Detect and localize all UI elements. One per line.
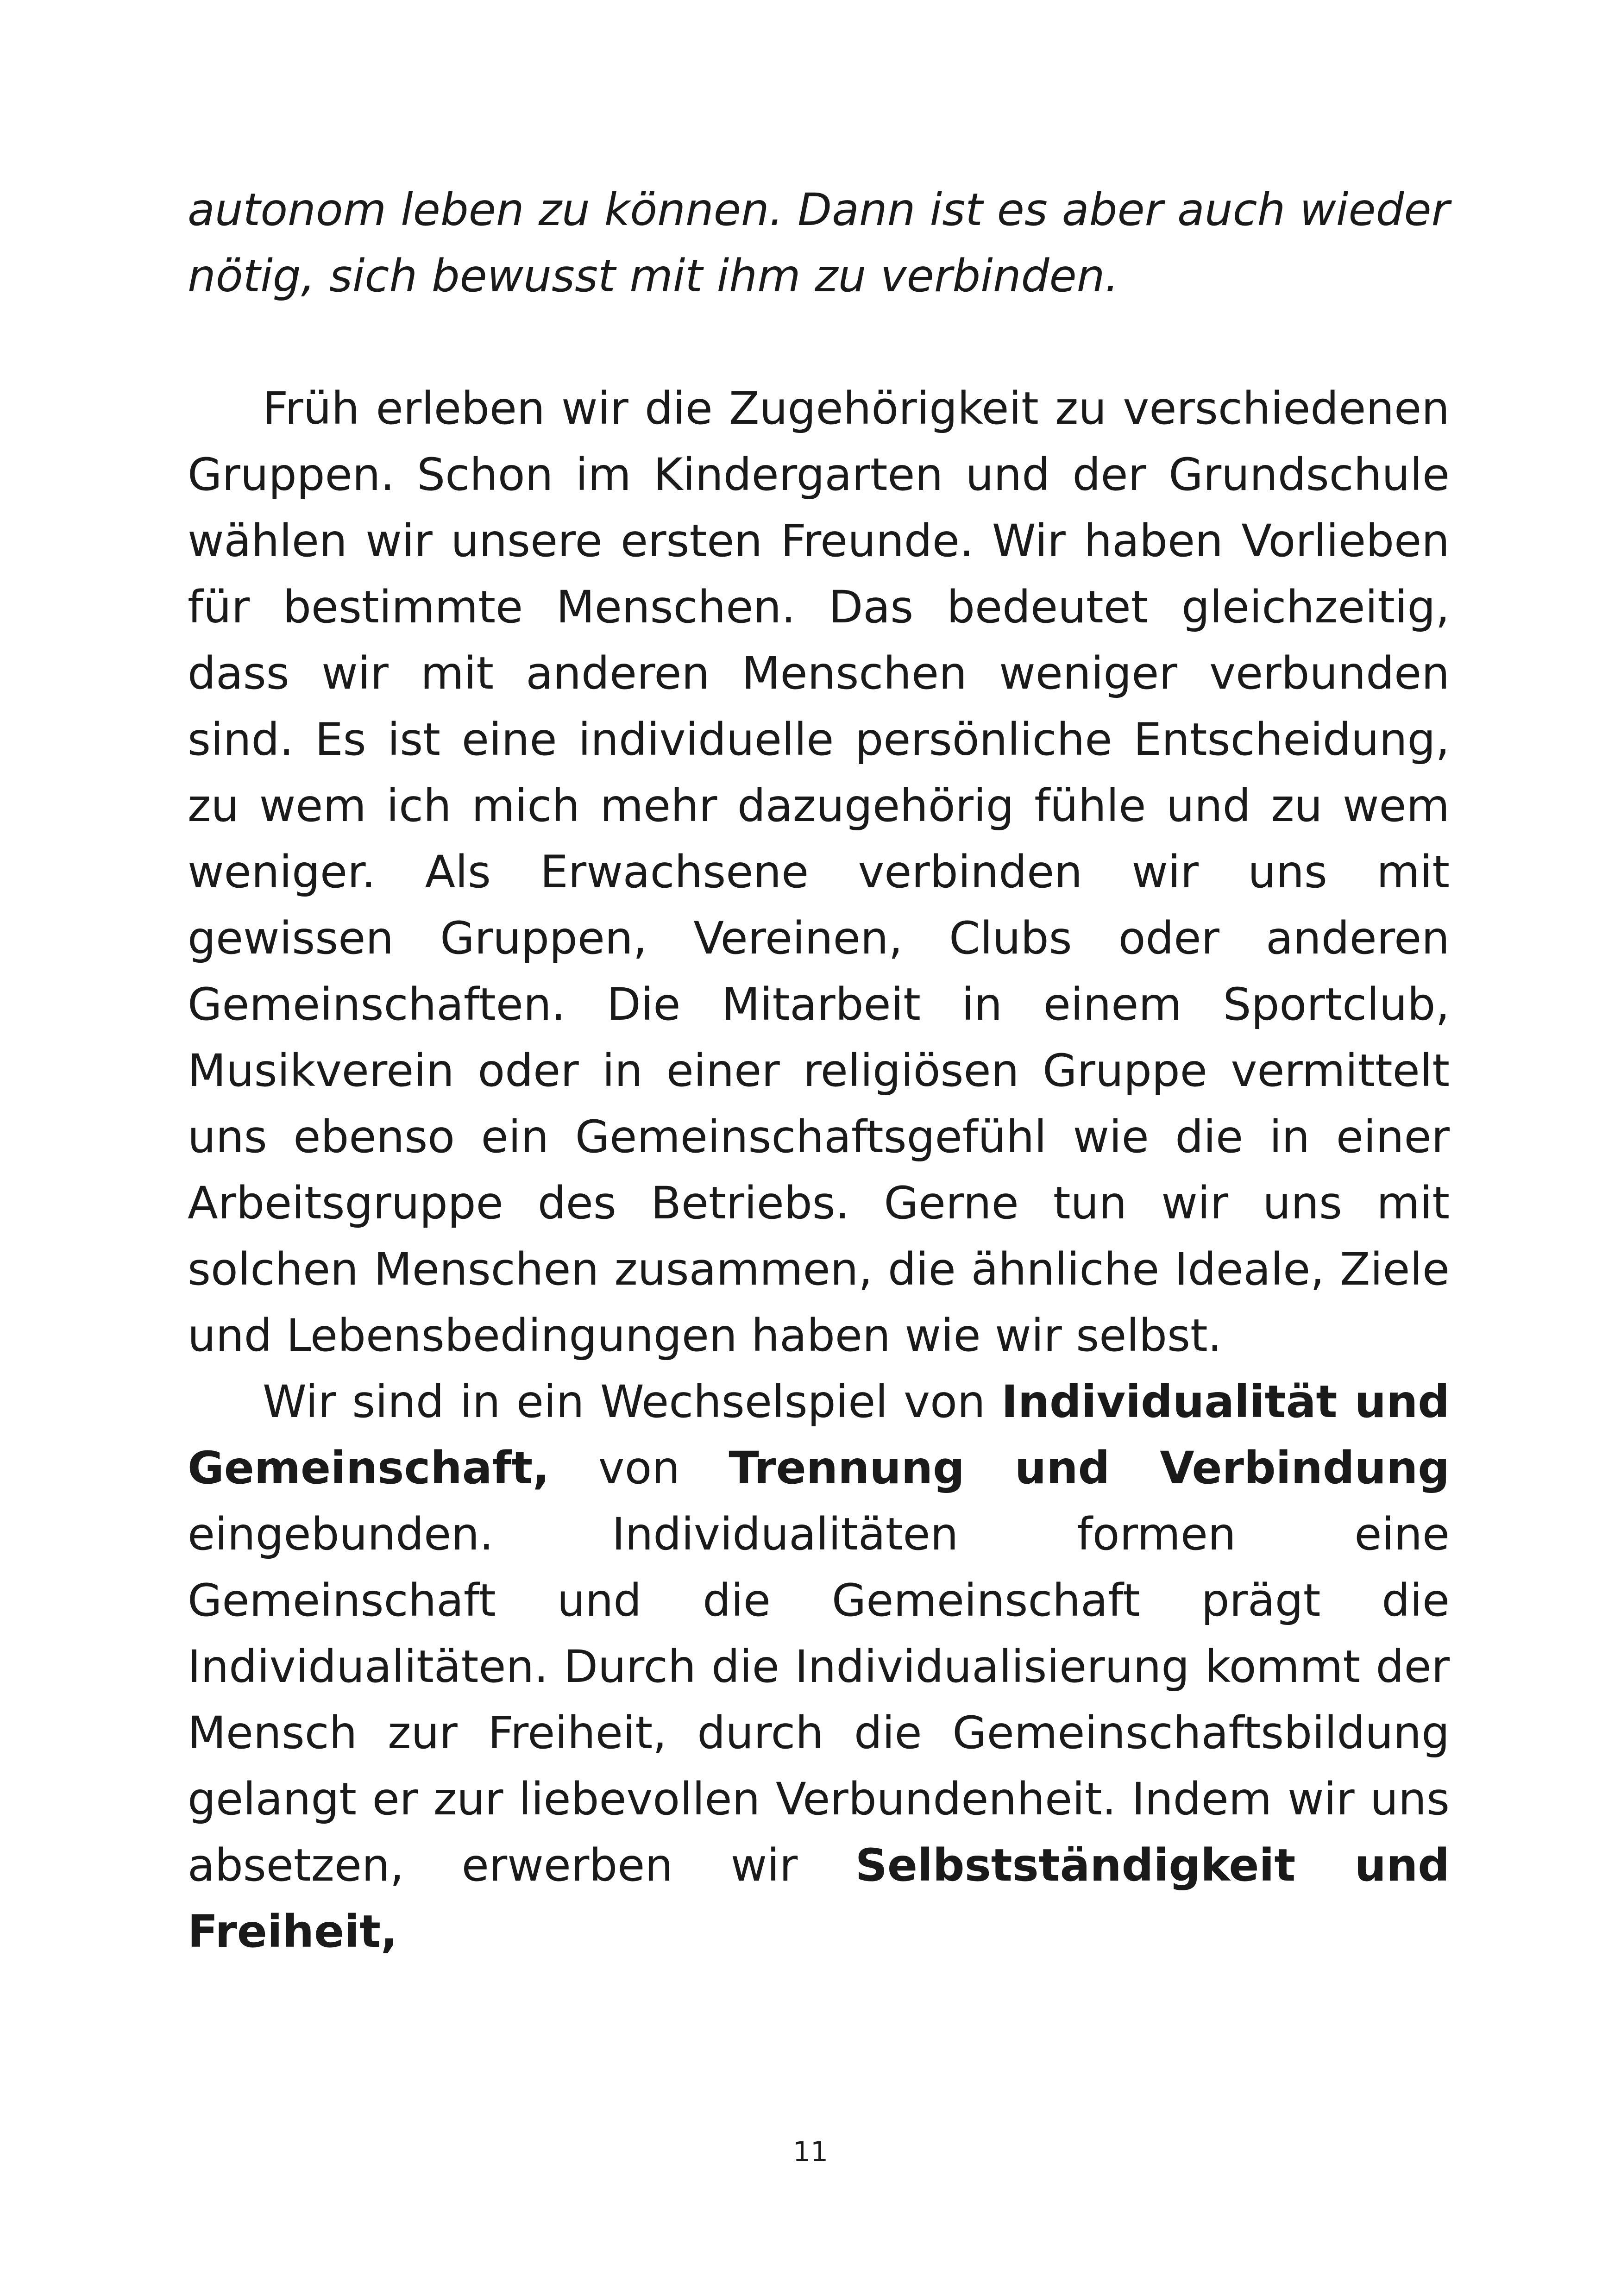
bold-term-individuality-community: Individualität und Gemeinschaft, (188, 1376, 1450, 1494)
page-number: 11 (792, 2136, 829, 2168)
paragraph-italic-continuation: autonom leben zu können. Dann ist es aber auch wieder nötig, sich bewusst mit ihm zu verbinden. (188, 184, 1450, 302)
bold-term-separation-connection: Trennung und Verbindung (729, 1442, 1450, 1494)
bold-term-independence-freedom: Selbstständigkeit und Freiheit, (188, 1839, 1450, 1957)
page-body (188, 177, 1450, 1965)
text-run: eingebunden. Individualitäten formen eine Gemeinschaft und die Gemeinschaft prägt die Individualitäten. Durch die Individualisierung kommt der Mensch zur Freiheit, durch die Gemeinschaftsbildung gelangt er zur liebevollen Verbundenheit. Indem wir uns absetzen, erwerben wir (188, 1508, 1450, 1891)
text-run: Wir sind in ein Wechselspiel von (263, 1376, 1001, 1428)
paragraph-group-belonging: Früh erleben wir die Zugehörigkeit zu verschiedenen Gruppen. Schon im Kindergarten und der Grundschule wählen wir unsere ersten Freunde. Wir haben Vorlieben für bestimmte Menschen. Das bedeutet gleichzeitig, dass wir mit anderen Menschen weniger verbunden sind. Es ist eine individuelle persönliche Entscheidung, zu wem ich mich mehr dazugehörig fühle und zu wem weniger. Als Erwachsene verbinden wir uns mit gewissen Gruppen, Vereinen, Clubs oder anderen Gemeinschaften. Die Mitarbeit in einem Sportclub, Musikverein oder in einer religiösen Gruppe vermittelt uns ebenso ein Gemeinschaftsgefühl wie die in einer Arbeitsgruppe des Betriebs. Gerne tun wir uns mit solchen Menschen zusammen, die ähnliche Ideale, Ziele und Lebensbedingungen haben wie wir selbst. (188, 383, 1450, 1361)
paragraph-gap (188, 309, 1450, 376)
text-run: von (549, 1442, 729, 1494)
paragraph-individuality-community (188, 1369, 1450, 1965)
